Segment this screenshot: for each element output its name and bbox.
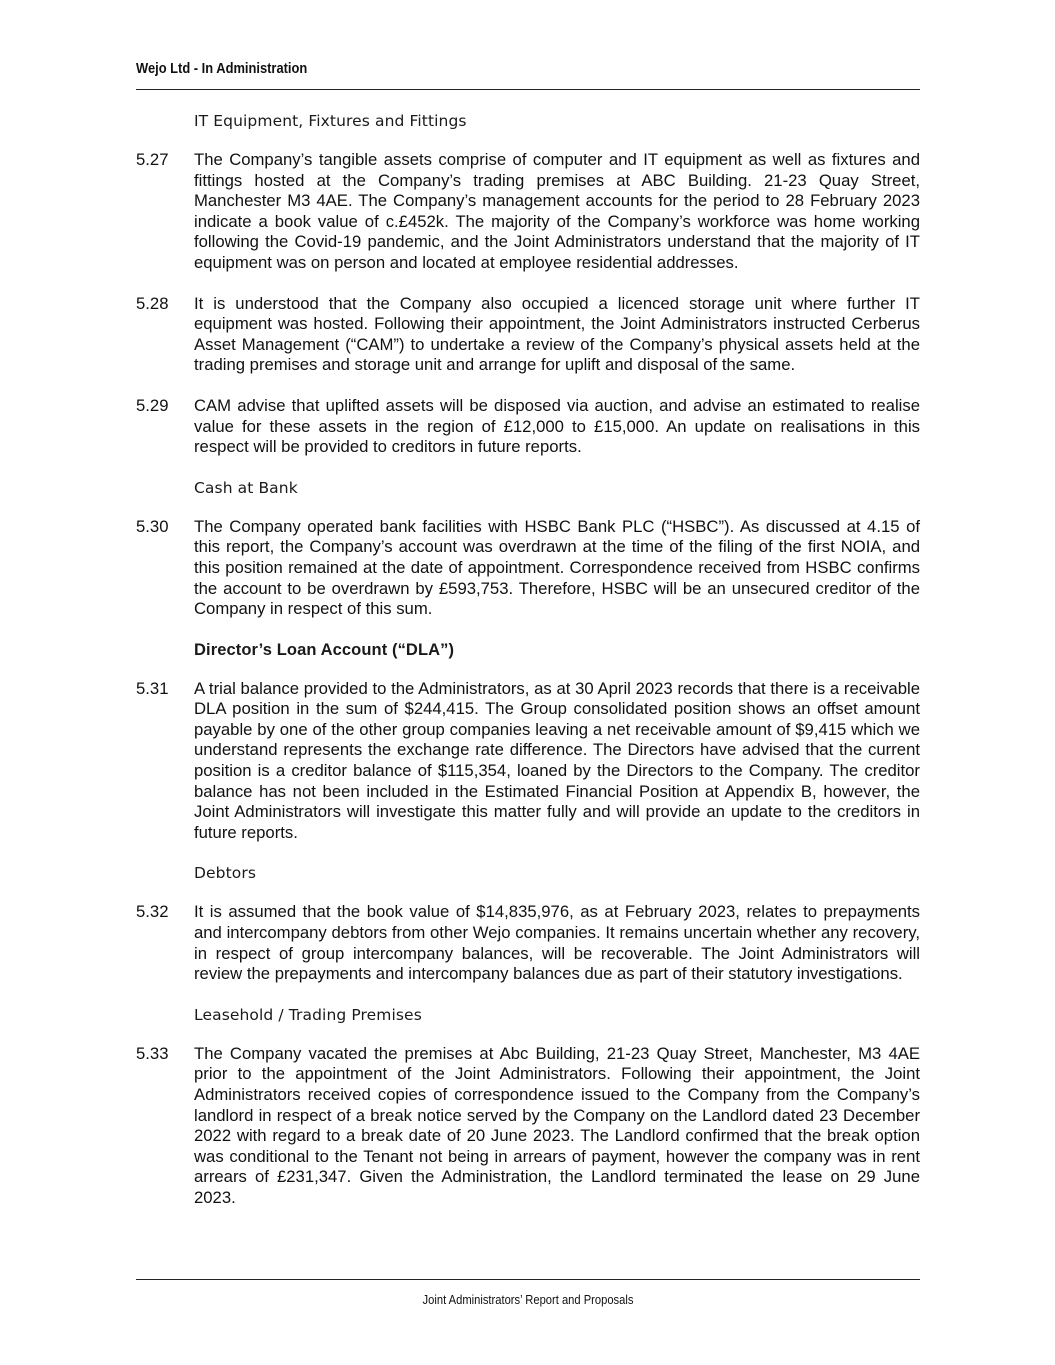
page-header bbox=[136, 58, 920, 90]
paragraph-number: 5.28 bbox=[136, 293, 169, 313]
paragraph-text: The Company operated bank facilities with HSBC Bank PLC (“HSBC”). As discussed at 4.15 of this report, the Company’s account was overdrawn at the time of the filing of the first NOIA, and this position remained at the date of appointment. Correspondence received from HSBC confirms the account to be overdrawn by £593,753. Therefore, HSBC will be an unsecured creditor of the Company in respect of this sum. bbox=[194, 516, 920, 619]
paragraph-text: It is assumed that the book value of $14,835,976, as at February 2023, relates to prepayments and intercompany debtors from other Wejo companies. It remains uncertain whether any recovery, in respect of group intercompany balances, will be recoverable. The Joint Administrators will review the prepayments and intercompany balances due as part of their statutory investigations. bbox=[194, 902, 920, 984]
page-footer bbox=[136, 1279, 920, 1307]
paragraph-5-32 bbox=[136, 902, 920, 984]
paragraph-text: It is understood that the Company also occupied a licenced storage unit where further IT equipment was hosted. Following their appointment, the Joint Administrators instructed Cerberus Asset Management (“CAM”) to undertake a review of the Company’s physical assets held at the trading premises and storage unit and arrange for uplift and disposal of the same. bbox=[194, 293, 920, 375]
footer-text: Joint Administrators’ Report and Proposals bbox=[422, 1292, 634, 1307]
paragraph-number: 5.33 bbox=[136, 1043, 169, 1063]
paragraph-text: A trial balance provided to the Administrators, as at 30 April 2023 records that there is a receivable DLA position in the sum of $244,415. The Group consolidated position shows an offset amount payable by one of the other group companies leaving a net receivable amount of $9,415 which we understand represents the exchange rate difference. The Directors have advised that the current position is a creditor balance of $115,354, loaned by the Directors to the Company. The creditor balance has not been included in the Estimated Financial Position at Appendix B, however, the Joint Administrators will investigate this matter fully and will provide an update to the creditors in future reports. bbox=[194, 678, 920, 842]
paragraph-number: 5.32 bbox=[136, 902, 169, 922]
paragraph-number: 5.29 bbox=[136, 395, 169, 415]
paragraph-number: 5.30 bbox=[136, 516, 169, 536]
paragraph-5-33 bbox=[136, 1044, 920, 1209]
paragraph-5-30 bbox=[136, 517, 920, 620]
paragraph-5-27 bbox=[136, 150, 920, 274]
document-title: Wejo Ltd - In Administration bbox=[136, 60, 308, 77]
section-heading-it-equipment: IT Equipment, Fixtures and Fittings bbox=[194, 112, 467, 130]
paragraph-number: 5.27 bbox=[136, 150, 169, 169]
section-heading-dla: Director’s Loan Account (“DLA”) bbox=[194, 640, 455, 659]
paragraph-text: CAM advise that uplifted assets will be disposed via auction, and advise an estimated to realise value for these assets in the region of £12,000 to £15,000. An update on realisations in this respect will be provided to creditors in future reports. bbox=[194, 395, 920, 457]
paragraph-text: The Company vacated the premises at Abc Building, 21-23 Quay Street, Manchester, M3 4AE prior to the appointment of the Joint Administrators. Following their appointment, the Joint Administrators received copies of correspondence issued to the Company from the Company’s landlord in respect of a break notice served by the Company on the Landlord dated 23 December 2022 with regard to a break date of 20 June 2023. The Landlord confirmed that the break option was conditional to the Tenant not being in arrears of payment, however the company was in rent arrears of £231,347. Given the Administration, the Landlord terminated the lease on 29 June 2023. bbox=[194, 1043, 920, 1207]
paragraph-number: 5.31 bbox=[136, 678, 169, 698]
paragraph-text: The Company’s tangible assets comprise of computer and IT equipment as well as fixtures and fittings hosted at the Company’s trading premises at ABC Building. 21-23 Quay Street, Manchester M3 4AE. The Company’s management accounts for the period to 28 February 2023 indicate a book value of c.£452k. The majority of the Company’s workforce was home working following the Covid-19 pandemic, and the Joint Administrators understand that the majority of IT equipment was on person and located at employee residential addresses. bbox=[194, 150, 920, 272]
section-heading-cash-at-bank: Cash at Bank bbox=[194, 478, 298, 497]
paragraph-5-28 bbox=[136, 294, 920, 376]
paragraph-5-29 bbox=[136, 396, 920, 458]
document-body bbox=[136, 111, 920, 1229]
section-heading-debtors: Debtors bbox=[194, 864, 257, 883]
section-heading-leasehold: Leasehold / Trading Premises bbox=[194, 1005, 422, 1024]
paragraph-5-31 bbox=[136, 679, 920, 844]
